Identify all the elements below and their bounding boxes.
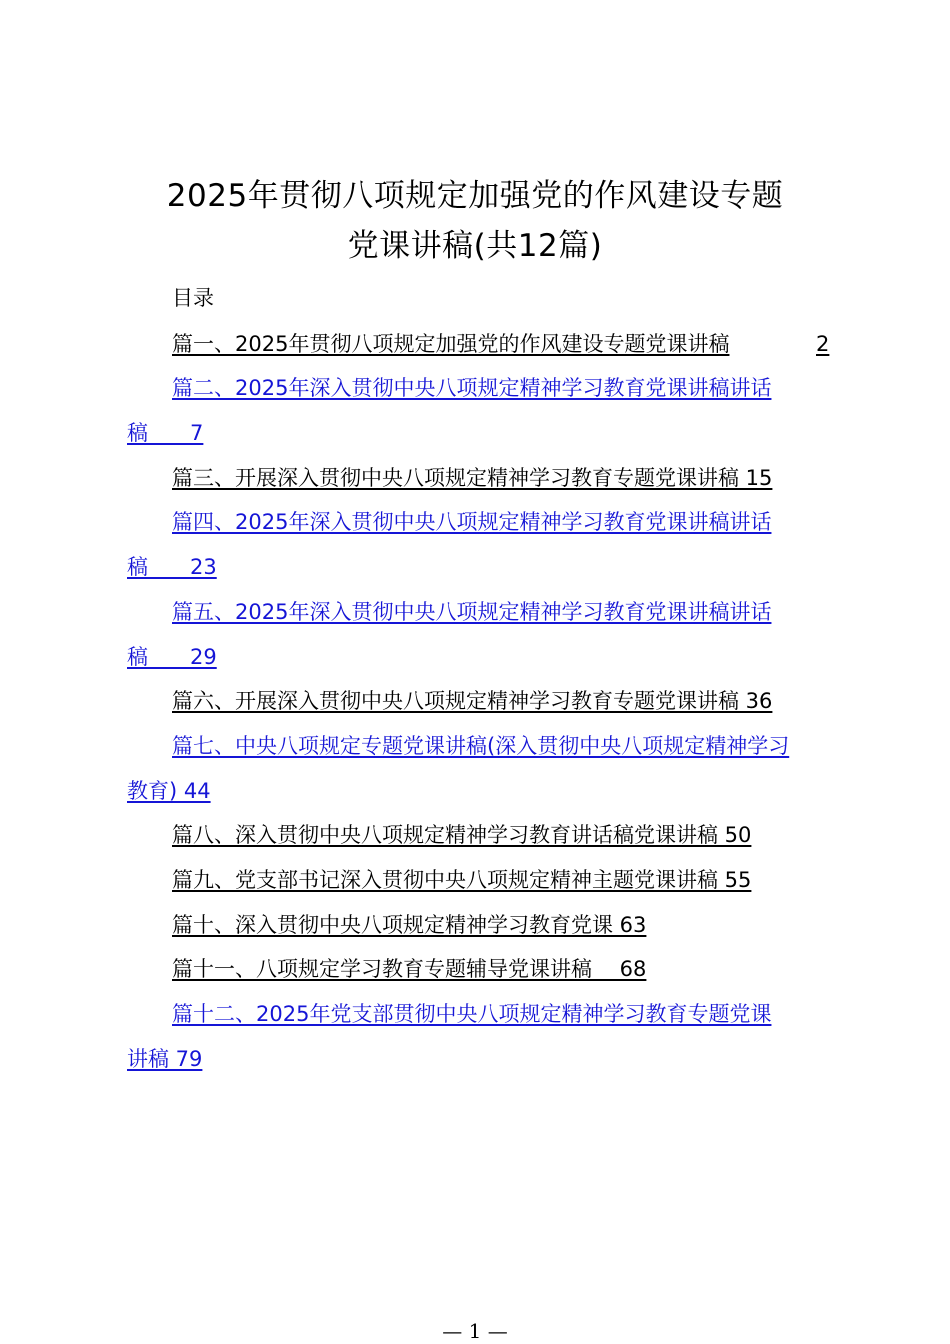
toc-entry-5-continuation[interactable]: 稿 29 bbox=[127, 645, 217, 669]
page-number-footer: — 1 — bbox=[442, 1319, 508, 1343]
toc-entry-7-title[interactable]: 篇七、中央八项规定专题党课讲稿(深入贯彻中央八项规定精神学习 bbox=[172, 734, 790, 758]
document-title-line-1: 2025年贯彻八项规定加强党的作风建设专题 bbox=[166, 178, 784, 214]
toc-entry-6-title[interactable]: 篇六、开展深入贯彻中央八项规定精神学习教育专题党课讲稿 36 bbox=[172, 689, 773, 713]
toc-entry-2-title[interactable]: 篇二、2025年深入贯彻中央八项规定精神学习教育党课讲稿讲话 bbox=[172, 376, 772, 400]
toc-entry-11-title[interactable]: 篇十一、八项规定学习教育专题辅导党课讲稿 68 bbox=[172, 957, 647, 981]
toc-heading: 目录 bbox=[172, 286, 214, 310]
toc-entry-12-continuation[interactable]: 讲稿 79 bbox=[127, 1047, 203, 1071]
toc-entry-9-title[interactable]: 篇九、党支部书记深入贯彻中央八项规定精神主题党课讲稿 55 bbox=[172, 868, 752, 892]
toc-entry-10-title[interactable]: 篇十、深入贯彻中央八项规定精神学习教育党课 63 bbox=[172, 913, 647, 937]
document-title-line-2: 党课讲稿(共12篇) bbox=[347, 228, 603, 264]
toc-entry-7-continuation[interactable]: 教育) 44 bbox=[127, 779, 211, 803]
toc-entry-3-title[interactable]: 篇三、开展深入贯彻中央八项规定精神学习教育专题党课讲稿 15 bbox=[172, 466, 773, 490]
toc-entry-1-page[interactable]: 2 bbox=[816, 332, 830, 356]
toc-entry-4-title[interactable]: 篇四、2025年深入贯彻中央八项规定精神学习教育党课讲稿讲话 bbox=[172, 510, 772, 534]
toc-entry-2-continuation[interactable]: 稿 7 bbox=[127, 421, 204, 445]
toc-entry-12-title[interactable]: 篇十二、2025年党支部贯彻中央八项规定精神学习教育专题党课 bbox=[172, 1002, 772, 1026]
toc-entry-5-title[interactable]: 篇五、2025年深入贯彻中央八项规定精神学习教育党课讲稿讲话 bbox=[172, 600, 772, 624]
toc-entry-1-title[interactable]: 篇一、2025年贯彻八项规定加强党的作风建设专题党课讲稿 bbox=[172, 332, 730, 356]
toc-entry-4-continuation[interactable]: 稿 23 bbox=[127, 555, 217, 579]
toc-entry-8-title[interactable]: 篇八、深入贯彻中央八项规定精神学习教育讲话稿党课讲稿 50 bbox=[172, 823, 752, 847]
